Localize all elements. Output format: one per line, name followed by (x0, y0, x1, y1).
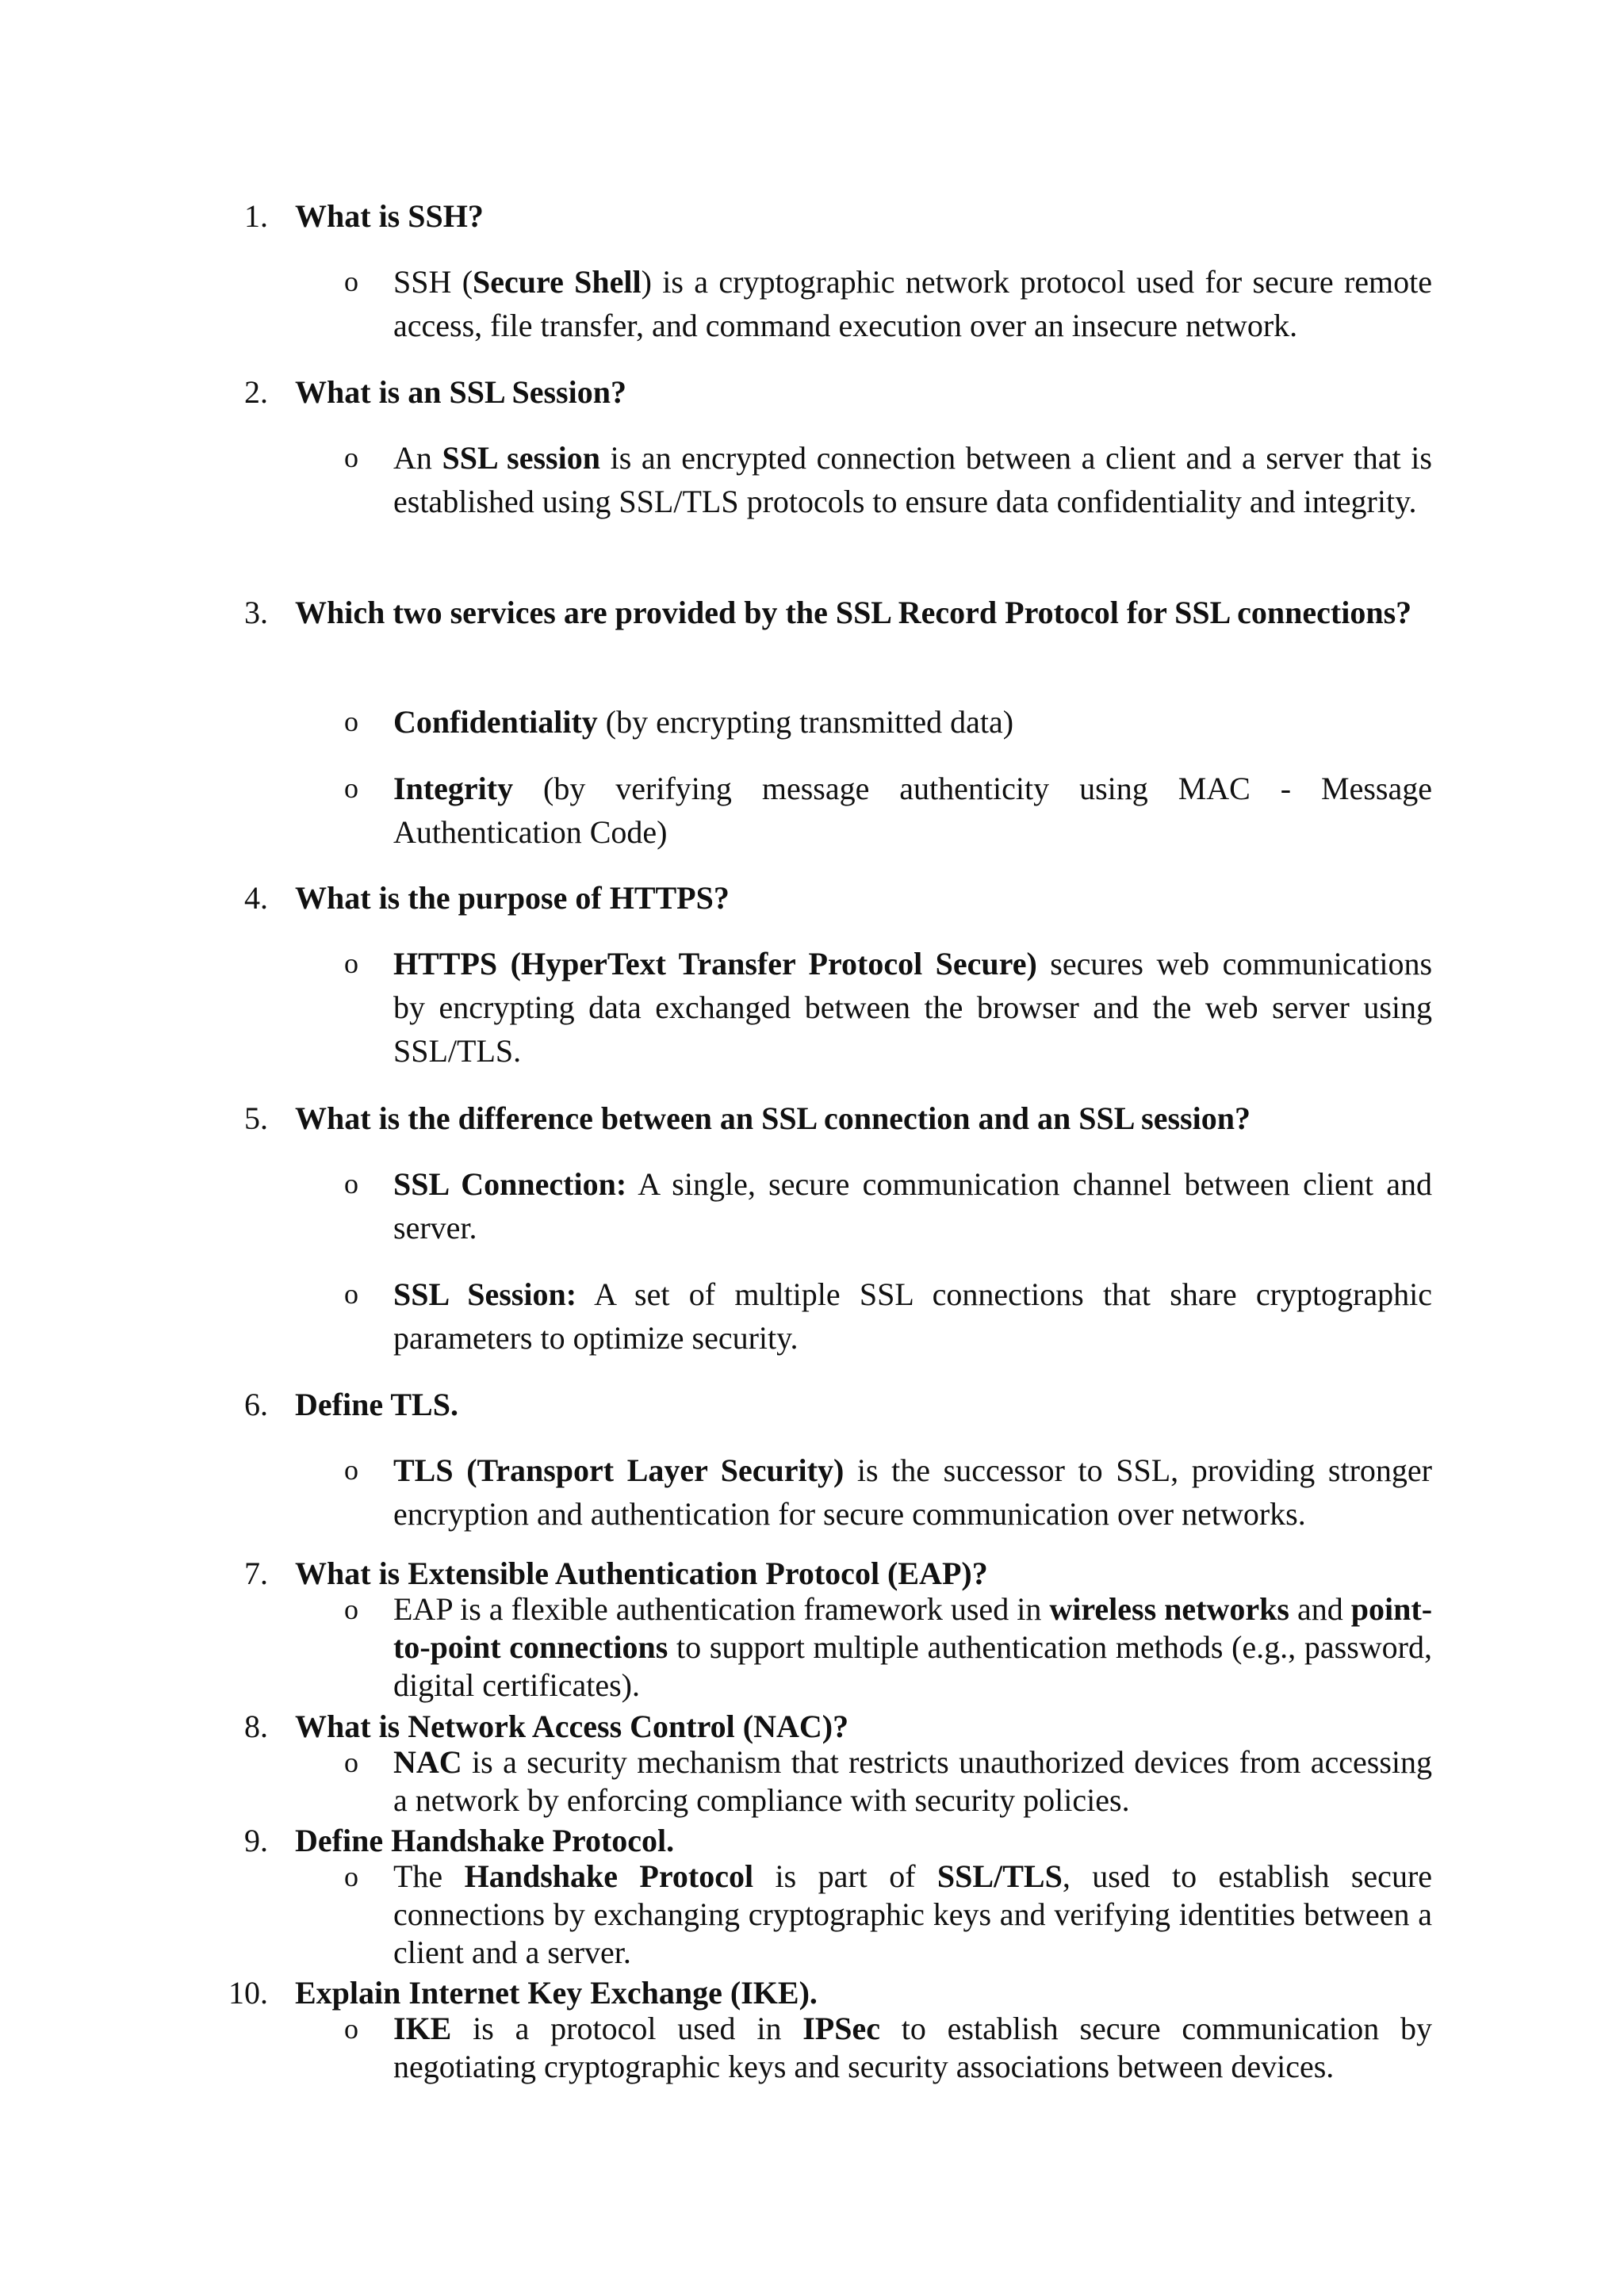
answer-text (393, 1744, 1432, 1818)
bullet-marker: o (344, 772, 358, 804)
question-3 (244, 591, 1432, 634)
answer-bold-term: HTTPS (HyperText Transfer Protocol Secure) (393, 946, 1037, 982)
question-text: What is Network Access Control (NAC)? (295, 1709, 849, 1744)
answer-text-run: (by verifying message authenticity using MAC - Message Authentication Code) (393, 771, 1432, 850)
answer-bold-term: point-to-point connections (393, 1591, 1433, 1665)
answer-text-run: The (393, 1858, 465, 1894)
question-number: 7. (244, 1556, 268, 1591)
answer-text-run: is part of (753, 1858, 937, 1894)
answer-3-1 (344, 700, 1432, 744)
bullet-marker: o (344, 1454, 358, 1486)
question-number: 2. (244, 374, 268, 410)
question-number: 8. (244, 1709, 268, 1744)
answer-text-run: An (393, 440, 442, 476)
answer-bold-term: TLS (Transport Layer Security) (393, 1452, 845, 1488)
answer-bold-term: SSL/TLS (936, 1858, 1063, 1894)
question-number: 6. (244, 1387, 268, 1422)
answer-text-run: is a security mechanism that restricts unauthorized devices from accessing a network by enforcing compliance with security policies. (393, 1744, 1432, 1818)
answer-5-2 (344, 1272, 1432, 1360)
answer-bold-term: SSL session (442, 440, 600, 476)
answer-text (393, 1276, 1432, 1356)
answer-text (393, 1858, 1432, 1970)
answer-text-run: A single, secure communication channel between client and server. (393, 1166, 1433, 1246)
question-6 (244, 1383, 1432, 1426)
answer-1-1 (344, 260, 1432, 347)
question-4 (244, 876, 1432, 920)
answer-bold-term: Handshake Protocol (464, 1858, 754, 1894)
bullet-marker: o (344, 1594, 358, 1625)
question-text: Explain Internet Key Exchange (IKE). (295, 1975, 818, 2011)
answer-2-1 (344, 436, 1432, 523)
answer-text-run: A set of multiple SSL connections that share cryptographic parameters to optimize security. (393, 1276, 1432, 1356)
answer-text-run: is a protocol used in (451, 2011, 803, 2046)
bullet-marker: o (344, 1747, 358, 1778)
question-8 (244, 1705, 1432, 1748)
answer-text-run: (by encrypting transmitted data) (597, 704, 1014, 740)
bullet-marker: o (344, 1168, 358, 1200)
answer-3-2 (344, 767, 1432, 854)
answer-text-run: SSH ( (393, 264, 473, 300)
question-10 (228, 1971, 1432, 2015)
question-number: 3. (244, 595, 268, 630)
answer-10-1 (344, 2010, 1432, 2086)
answer-text-run: and (1289, 1591, 1351, 1627)
bullet-marker: o (344, 1861, 358, 1892)
bullet-marker: o (344, 947, 358, 979)
question-text: What is Extensible Authentication Protocol (EAP)? (295, 1556, 988, 1591)
question-5 (244, 1096, 1432, 1140)
bullet-marker: o (344, 1278, 358, 1310)
answer-text-run: ) is a cryptographic network protocol used for secure remote access, file transfer, and command execution over an insecure network. (393, 264, 1432, 343)
question-text: Which two services are provided by the SSL Record Protocol for SSL connections? (295, 595, 1412, 630)
question-number: 1. (244, 198, 268, 234)
answer-bold-term: IPSec (802, 2011, 880, 2046)
answer-text (393, 704, 1013, 740)
question-text: What is the difference between an SSL connection and an SSL session? (295, 1100, 1251, 1136)
answer-9-1 (344, 1858, 1433, 1972)
answer-text (393, 1591, 1432, 1703)
answer-5-1 (344, 1162, 1433, 1249)
answer-6-1 (344, 1448, 1432, 1536)
answer-8-1 (344, 1743, 1432, 1820)
answer-7-1 (344, 1590, 1433, 1705)
bullet-marker: o (344, 266, 358, 297)
answer-4-1 (344, 942, 1433, 1073)
answer-text-run: is the successor to SSL, providing stronger encryption and authentication for secure communication over networks. (393, 1452, 1432, 1532)
answer-text-run: , used to establish secure connections by exchanging cryptographic keys and verifying identities between a client and a server. (393, 1858, 1433, 1970)
question-number: 5. (244, 1100, 268, 1136)
question-text: Define TLS. (295, 1387, 458, 1422)
bullet-marker: o (344, 442, 358, 473)
answer-bold-term: Confidentiality (393, 704, 598, 740)
question-text: Define Handshake Protocol. (295, 1823, 675, 1858)
answer-text-run: secures web communications by encrypting data exchanged between the browser and the web server using SSL/TLS. (393, 946, 1433, 1069)
answer-text-run: is an encrypted connection between a client and a server that is established using SSL/TLS protocols to ensure data confidentiality and integrity. (393, 440, 1432, 519)
answer-bold-term: Integrity (393, 771, 514, 806)
answer-bold-term: IKE (393, 2011, 452, 2046)
bullet-marker: o (344, 2013, 358, 2045)
answer-text (393, 440, 1432, 519)
question-number: 9. (244, 1823, 268, 1858)
answer-bold-term: SSL Connection: (393, 1166, 627, 1202)
answer-bold-term: SSL Session: (393, 1276, 577, 1312)
answer-bold-term: Secure Shell (473, 264, 642, 300)
question-text: What is SSH? (295, 198, 484, 234)
question-text: What is the purpose of HTTPS? (295, 880, 730, 916)
question-2 (244, 370, 1432, 414)
question-number: 4. (244, 880, 268, 916)
question-1 (244, 194, 1432, 238)
answer-text (393, 1452, 1432, 1532)
question-text: What is an SSL Session? (295, 374, 626, 410)
answer-text-run: EAP is a flexible authentication framework used in (393, 1591, 1050, 1627)
question-7 (244, 1552, 1432, 1595)
answer-text-run: to establish secure communication by negotiating cryptographic keys and security associations between devices. (393, 2011, 1432, 2084)
answer-text-run: to support multiple authentication methods (e.g., password, digital certificates). (393, 1629, 1432, 1703)
question-9 (244, 1819, 1432, 1862)
question-number: 10. (228, 1975, 268, 2011)
answer-text (393, 264, 1432, 343)
answer-text (393, 2011, 1432, 2084)
answer-text (393, 771, 1432, 850)
answer-text (393, 946, 1432, 1069)
answer-bold-term: NAC (393, 1744, 462, 1780)
answer-bold-term: wireless networks (1049, 1591, 1289, 1627)
bullet-marker: o (344, 706, 358, 737)
answer-text (393, 1166, 1432, 1246)
